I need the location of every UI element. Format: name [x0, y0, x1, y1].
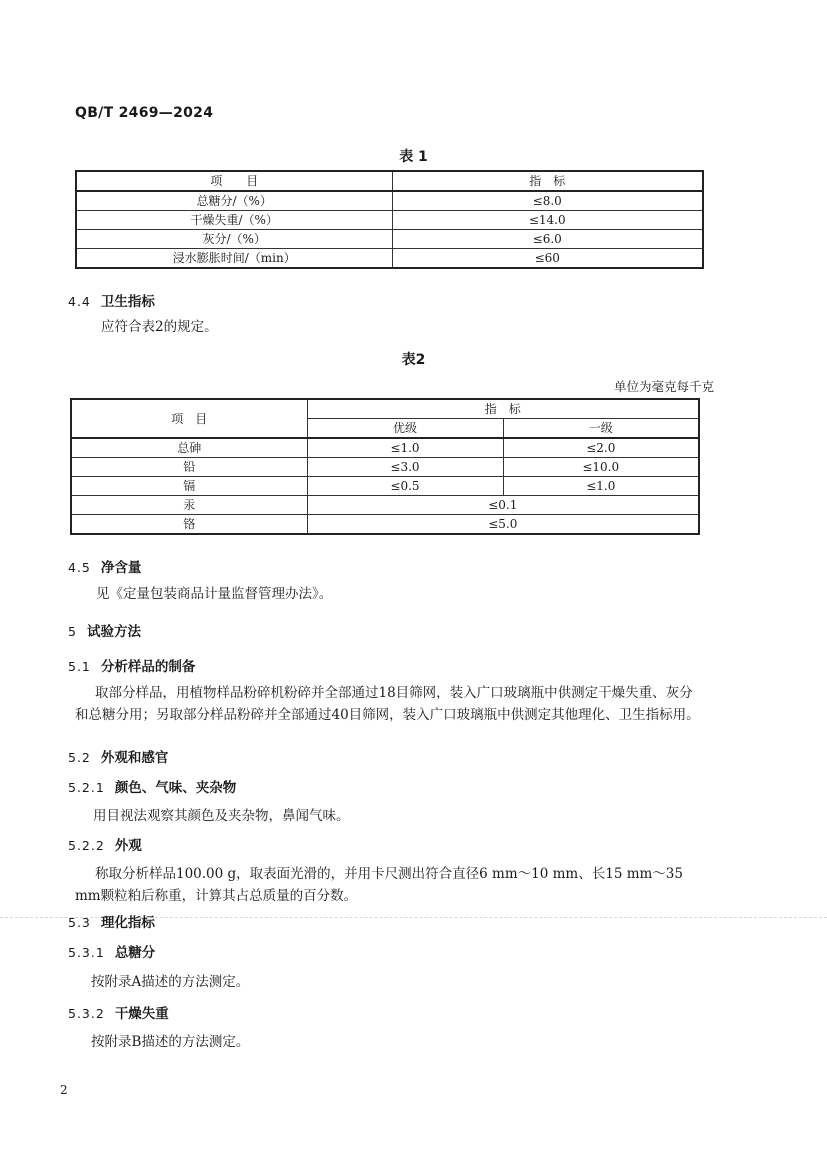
- section-number: 5.2: [68, 750, 91, 765]
- section-5-1-text: 取部分样品，用植物样品粉碎机粉碎并全部通过18目筛网，装入广口玻璃瓶中供测定干燥失重、灰分和总糖分用；另取部分样品粉碎并全部通过40目筛网，装入广口玻璃瓶中供测定其他理化、卫生指标用。: [75, 685, 700, 723]
- section-4-5-text: 见《定量包装商品计量监督管理办法》。: [96, 586, 333, 602]
- section-4-4-heading: [68, 290, 155, 310]
- table-row: [76, 230, 703, 249]
- section-5-2-heading: [68, 746, 168, 766]
- section-4-4-text: 应符合表2的规定。: [101, 319, 218, 335]
- section-title: 分析样品的制备: [100, 659, 196, 675]
- table-row: [71, 477, 699, 496]
- table2-header-row: [71, 399, 699, 419]
- table2-col-index: 指 标: [307, 399, 699, 419]
- table1-item: 浸水膨胀时间/（min）: [76, 249, 392, 269]
- table1-item: 灰分/（%）: [76, 230, 392, 249]
- table1-item: 总糖分/（%）: [76, 191, 392, 211]
- table2-grade2: ≤10.0: [503, 458, 699, 477]
- table2-unit: 单位为毫克每千克: [613, 379, 714, 394]
- section-number: 5.1: [68, 659, 91, 674]
- section-5-3-2-text: 按附录B描述的方法测定。: [91, 1034, 250, 1050]
- table2-grade1: ≤3.0: [307, 458, 503, 477]
- section-title: 理化指标: [100, 915, 155, 931]
- table2-grade2: ≤2.0: [503, 438, 699, 458]
- table2-col-grade2: 一级: [503, 419, 699, 439]
- section-5-heading: [68, 620, 141, 640]
- table1-value: ≤14.0: [392, 211, 703, 230]
- section-5-2-2-text: 称取分析样品100.00 g，取表面光滑的，并用卡尺测出符合直径6 mm～10 mm、长15 mm～35 mm颗粒粕后称重，计算其占总质量的百分数。: [75, 866, 683, 904]
- section-number: 5.2.2: [68, 838, 105, 853]
- table1: [75, 170, 704, 269]
- table2-merged-value: ≤5.0: [307, 515, 699, 535]
- section-title: 卫生指标: [100, 294, 155, 310]
- table-row: [71, 458, 699, 477]
- table1-value: ≤8.0: [392, 191, 703, 211]
- page-number: 2: [60, 1083, 68, 1097]
- section-title: 颜色、气味、夹杂物: [114, 780, 237, 796]
- table2-grade2: ≤1.0: [503, 477, 699, 496]
- table-row: [76, 249, 703, 269]
- table2-caption: 表2: [401, 352, 426, 368]
- table2-item: 汞: [71, 496, 307, 515]
- section-title: 总糖分: [114, 945, 156, 961]
- table2-col-grade1: 优级: [307, 419, 503, 439]
- section-title: 外观: [114, 838, 142, 854]
- section-5-2-1-text: 用目视法观察其颜色及夹杂物，鼻闻气味。: [93, 808, 350, 824]
- table2: [70, 398, 700, 535]
- table-row: [76, 191, 703, 211]
- table-row: [71, 438, 699, 458]
- section-number: 5.3: [68, 915, 91, 930]
- table2-item: 总砷: [71, 438, 307, 458]
- table1-caption: 表 1: [399, 149, 428, 165]
- table1-col-item: 项 目: [76, 171, 392, 191]
- table1-value: ≤60: [392, 249, 703, 269]
- table1-item: 干燥失重/（%）: [76, 211, 392, 230]
- section-number: 4.4: [68, 294, 91, 309]
- table1-col-index: 指 标: [392, 171, 703, 191]
- table-row: [76, 211, 703, 230]
- table1-value: ≤6.0: [392, 230, 703, 249]
- section-title: 干燥失重: [114, 1006, 169, 1022]
- section-5-2-1-heading: [68, 776, 236, 796]
- section-4-5-heading: [68, 556, 141, 576]
- section-number: 4.5: [68, 560, 91, 575]
- section-title: 净含量: [100, 560, 142, 576]
- section-5-3-1-heading: [68, 941, 155, 961]
- section-5-2-2-heading: [68, 834, 142, 854]
- table-row: [71, 496, 699, 515]
- section-5-1-heading: [68, 655, 195, 675]
- table-row: [71, 515, 699, 535]
- section-5-3-2-heading: [68, 1002, 169, 1022]
- table2-merged-value: ≤0.1: [307, 496, 699, 515]
- table2-item: 铅: [71, 458, 307, 477]
- section-5-3-heading: [68, 911, 155, 931]
- section-number: 5.2.1: [68, 780, 105, 795]
- section-number: 5: [68, 624, 77, 639]
- table2-col-item: 项 目: [71, 399, 307, 438]
- standard-code: QB/T 2469—2024: [75, 105, 214, 121]
- table2-grade1: ≤0.5: [307, 477, 503, 496]
- section-title: 试验方法: [86, 624, 141, 640]
- table1-header-row: [76, 171, 703, 191]
- section-5-3-1-text: 按附录A描述的方法测定。: [91, 974, 250, 990]
- section-title: 外观和感官: [100, 750, 169, 766]
- section-number: 5.3.1: [68, 945, 105, 960]
- table2-item: 镉: [71, 477, 307, 496]
- table2-grade1: ≤1.0: [307, 438, 503, 458]
- table2-item: 铬: [71, 515, 307, 535]
- section-number: 5.3.2: [68, 1006, 105, 1021]
